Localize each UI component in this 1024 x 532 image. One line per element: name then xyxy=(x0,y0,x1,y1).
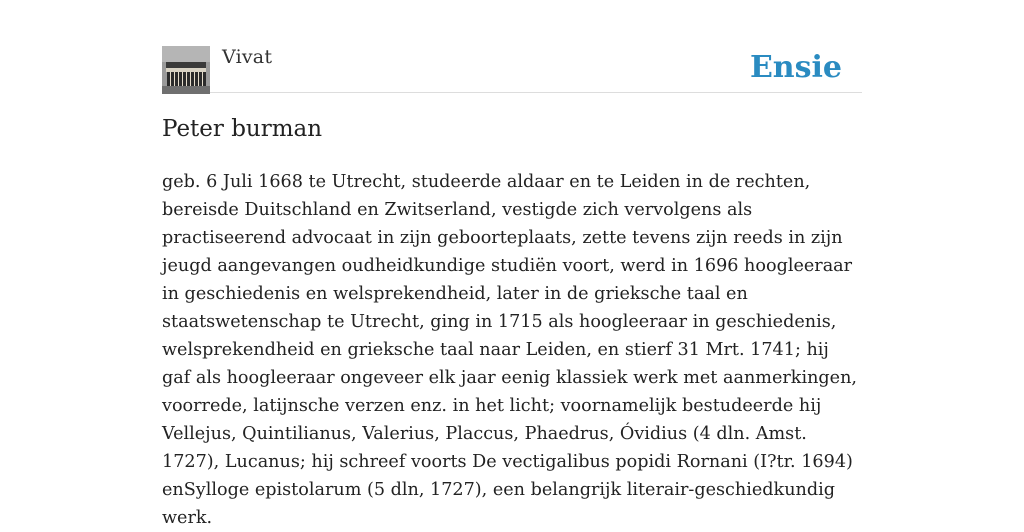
article-body: geb. 6 Juli 1668 te Utrecht, studeerde aldaar en te Leiden in de rechten, bereisde Duitschland en Zwitserland, vestigde zich vervolgens als practiseerend advocaat in zijn geboorteplaats, zette tevens zijn reeds in zijn jeugd aangevangen oudheidkundige studiën voort, werd in 1696 hoogleeraar in geschiedenis en welsprekendheid, later in de grieksche taal en staatswetenschap te Utrecht, ging in 1715 als hoogleeraar in geschiedenis, welsprekendheid en grieksche taal naar Leiden, en stierf 31 Mrt. 1741; hij gaf als hoogleeraar ongeveer elk jaar eenig klassiek werk met aanmerkingen, voorrede, latijnsche verzen enz. in het licht; voornamelijk bestudeerde hij Vellejus, Quintilianus, Valerius, Placcus, Phaedrus, Óvidius (4 dln. Amst. 1727), Lucanus; hij schreef voorts De vectigalibus popidi Rornani (I?tr. 1694) enSylloge epistolarum (5 dln, 1727), een belangrijk literair-geschiedkundig werk. xyxy=(162,172,857,528)
book-stack-avatar-icon[interactable] xyxy=(162,46,210,94)
source-name[interactable]: Vivat xyxy=(222,46,273,68)
site-header xyxy=(162,46,862,93)
brand-logo[interactable]: Ensie xyxy=(749,50,842,85)
article-title: Peter burman xyxy=(162,116,323,142)
